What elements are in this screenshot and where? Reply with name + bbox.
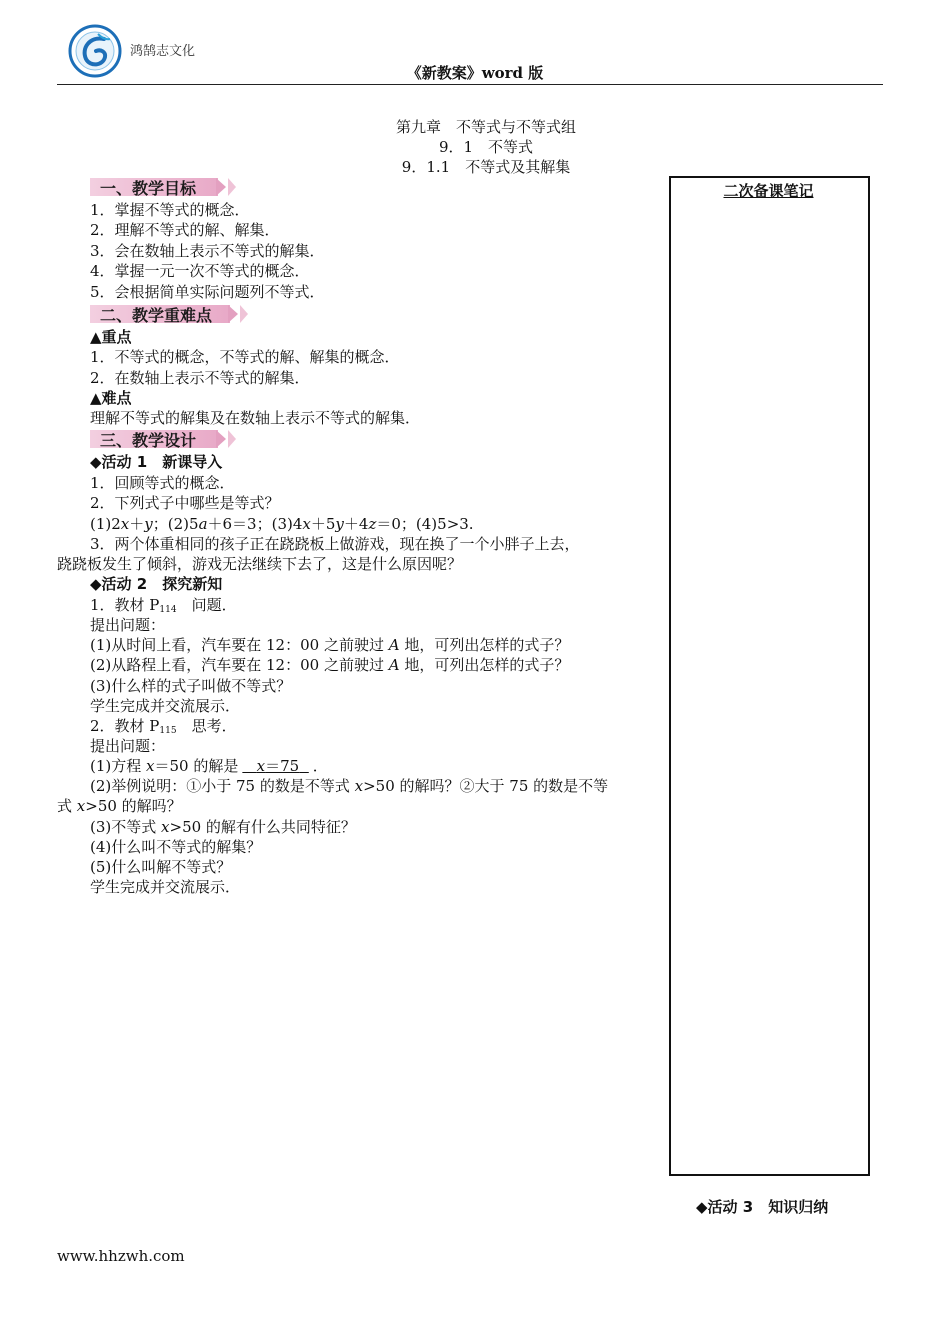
goal-item: 3．会在数轴上表示不等式的解集． bbox=[90, 242, 325, 260]
activity-2-line: 1．教材 $P_{114}$ 问题． bbox=[90, 596, 237, 615]
chapter-title: 第九章 不等式与不等式组 bbox=[395, 118, 576, 136]
section-heading: 一、教学目标 bbox=[100, 179, 197, 198]
activity-1-line: 1．回顾等式的概念． bbox=[90, 474, 235, 492]
activity-2-line: 学生完成并交流展示． bbox=[90, 878, 241, 896]
activity-2-line: (1)方程 x＝50 的解是 x＝75 ． bbox=[90, 757, 328, 775]
activity-2-line: 提出问题： bbox=[90, 616, 166, 634]
activity-2-title: ◆活动 2 探究新知 bbox=[90, 575, 223, 593]
goal-item: 2．理解不等式的解、解集． bbox=[90, 221, 280, 239]
activity-1-line: 跷跷板发生了倾斜，游戏无法继续下去了，这是什么原因呢？ bbox=[57, 555, 463, 573]
goal-item: 4．掌握一元一次不等式的概念． bbox=[90, 262, 310, 280]
activity-2-line: (2)举例说明：①小于 75 的数是不等式 x>50 的解吗？②大于 75 的数是不等 bbox=[90, 777, 609, 795]
activity-1-line: 3．两个体重相同的孩子正在跷跷板上做游戏，现在换了一个小胖子上去， bbox=[90, 535, 580, 553]
goal-item: 1．掌握不等式的概念． bbox=[90, 201, 250, 219]
document-title: 《新教案》word 版 bbox=[406, 64, 544, 82]
activity-2-line: (4)什么叫不等式的解集？ bbox=[90, 838, 262, 856]
section-banner-design bbox=[90, 428, 238, 450]
activity-2-line: (5)什么叫解不等式？ bbox=[90, 858, 232, 876]
activity-2-line: 式 x>50 的解吗？ bbox=[57, 797, 182, 815]
brand-name: 鸿鹄志文化 bbox=[130, 44, 196, 59]
activity-2-line: 提出问题： bbox=[90, 737, 166, 755]
difficult-text: 理解不等式的解集及在数轴上表示不等式的解集． bbox=[90, 409, 421, 427]
section-heading: 二、教学重难点 bbox=[100, 306, 213, 325]
key-label: ▲重点 bbox=[90, 328, 132, 346]
notes-box bbox=[669, 176, 870, 1176]
answer-blank: x＝75 bbox=[256, 757, 300, 775]
activity-2-line: (1)从时间上看，汽车要在 12：00 之前驶过 A 地，可列出怎样的式子？ bbox=[90, 636, 570, 654]
section-title: 9．1 不等式 bbox=[438, 138, 534, 156]
activity-2-line: 学生完成并交流展示． bbox=[90, 697, 241, 715]
activity-1-title: ◆活动 1 新课导入 bbox=[90, 453, 223, 471]
notes-title: 二次备课笔记 bbox=[723, 182, 814, 200]
activity-2-line: (2)从路程上看，汽车要在 12：00 之前驶过 A 地，可列出怎样的式子？ bbox=[90, 656, 570, 674]
header-divider bbox=[57, 84, 883, 85]
activity-3-title: ◆活动 3 知识归纳 bbox=[696, 1198, 829, 1216]
difficult-label: ▲难点 bbox=[90, 389, 132, 407]
activity-2-line: (3)什么样的式子叫做不等式？ bbox=[90, 677, 292, 695]
goal-item: 5．会根据简单实际问题列不等式． bbox=[90, 283, 325, 301]
subsection-title: 9．1.1 不等式及其解集 bbox=[401, 158, 571, 176]
section-banner-key-points bbox=[90, 303, 248, 325]
section-heading: 三、教学设计 bbox=[100, 431, 197, 450]
key-item: 2．在数轴上表示不等式的解集． bbox=[90, 369, 310, 387]
activity-2-line: (3)不等式 x>50 的解有什么共同特征？ bbox=[90, 818, 356, 836]
activity-2-line: 2．教材 $P_{115}$ 思考． bbox=[90, 717, 237, 736]
section-banner-goals bbox=[90, 176, 238, 198]
activity-1-line: 2．下列式子中哪些是等式？ bbox=[90, 494, 280, 512]
footer-url: www.hhzwh.com bbox=[57, 1247, 185, 1265]
key-item: 1．不等式的概念，不等式的解、解集的概念． bbox=[90, 348, 400, 366]
equation-list: (1)2x＋y；(2)5a＋6＝3；(3)4x＋5y＋4z＝0；(4)5>3. bbox=[90, 515, 474, 533]
